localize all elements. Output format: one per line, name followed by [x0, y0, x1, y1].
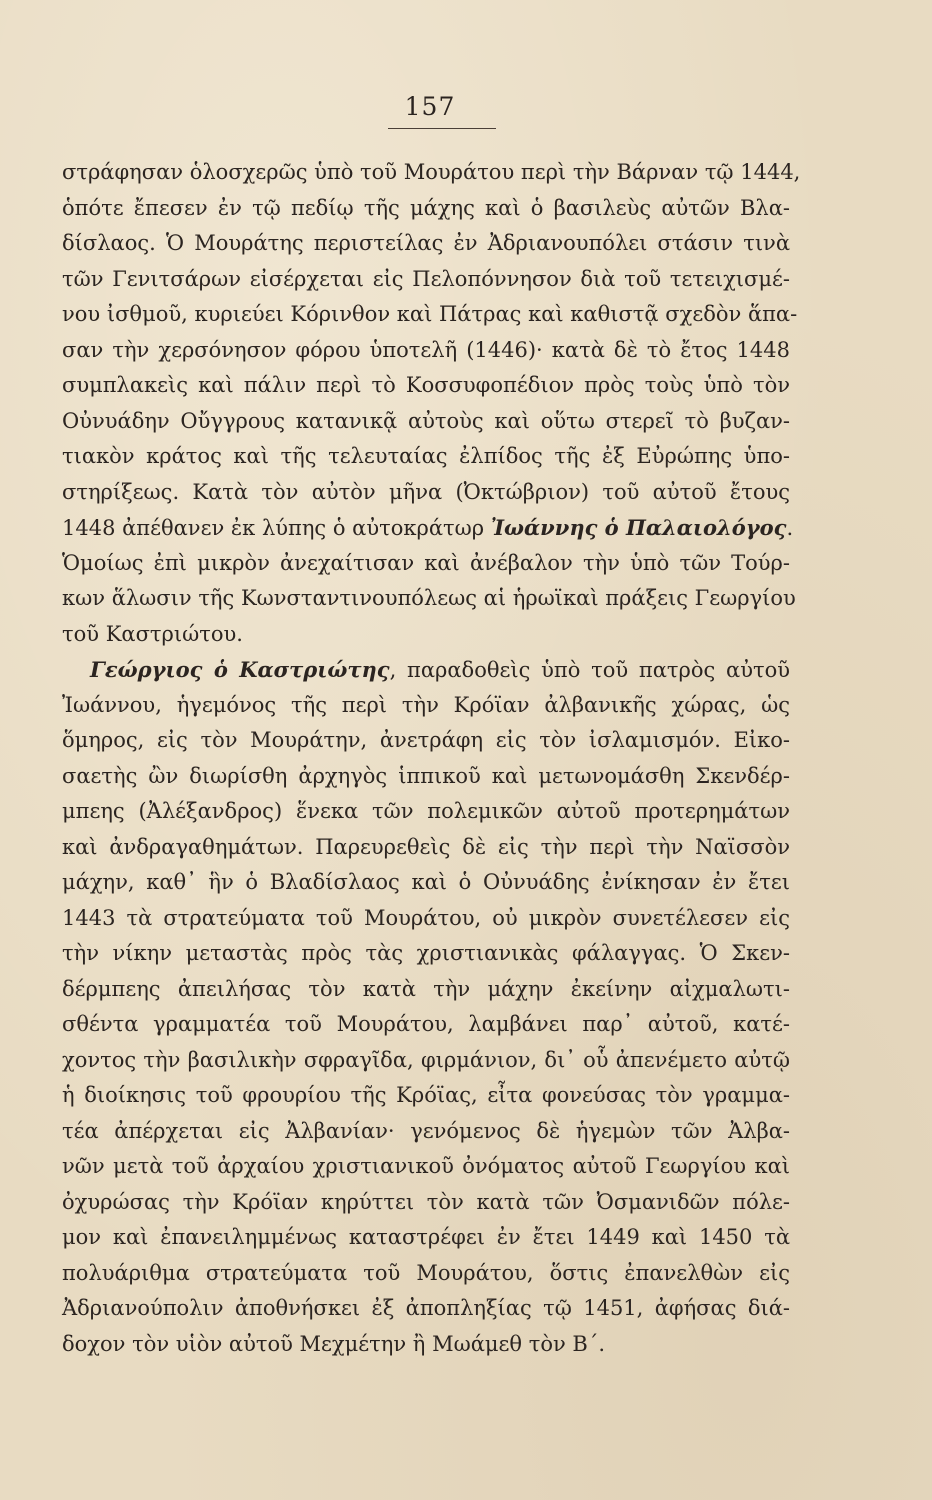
- text-line: συμπλακεὶς καὶ πάλιν περὶ τὸ Κοσσυφοπέδιον πρὸς τοὺς ὑπὸ τὸν: [62, 373, 790, 397]
- page-number: 157: [404, 92, 456, 121]
- text-line: στράφησαν ὁλοσχερῶς ὑπὸ τοῦ Μουράτου περὶ τὴν Βάρναν τῷ 1444,: [62, 160, 801, 184]
- text-line: τὴν νίκην μεταστὰς πρὸς τὰς χριστιανικὰς φάλαγγας. Ὁ Σκεν-: [62, 941, 790, 965]
- emphasized-name: Γεώργιος ὁ Καστριώτης: [90, 657, 390, 682]
- text-line: ὀχυρώσας τὴν Κρόϊαν κηρύττει τὸν κατὰ τῶν Ὀσμανιδῶν πόλε-: [62, 1189, 790, 1214]
- text-line: μον καὶ ἐπανειλημμένως καταστρέφει ἐν ἔτει 1449 καὶ 1450 τὰ: [62, 1225, 790, 1249]
- text-line: σαετὴς ὢν διωρίσθη ἀρχηγὸς ἱππικοῦ καὶ μετωνομάσθη Σκενδέρ-: [62, 763, 790, 788]
- text-line: Ἀδριανούπολιν ἀποθνήσκει ἐξ ἀποπληξίας τῷ 1451, ἀφήσας διά-: [62, 1296, 790, 1320]
- text-run: , παραδοθεὶς ὑπὸ τοῦ πατρὸς αὐτοῦ: [389, 658, 790, 682]
- text-line: τοῦ Καστριώτου.: [62, 621, 243, 646]
- text-line: σαν τὴν χερσόνησον φόρου ὑποτελῆ (1446)· κατὰ δὲ τὸ ἔτος 1448: [62, 337, 790, 362]
- text-line: μπεης (Ἀλέξανδρος) ἕνεκα τῶν πολεμικῶν αὐτοῦ προτερημάτων: [62, 799, 790, 823]
- text-line: δίσλαος. Ὁ Μουράτης περιστείλας ἐν Ἀδριανουπόλει στάσιν τινὰ: [62, 231, 790, 255]
- text-run: .: [786, 516, 794, 540]
- text-line: κων ἅλωσιν τῆς Κωνσταντινουπόλεως αἱ ἡρωϊκαὶ πράξεις Γεωργίου: [62, 586, 796, 610]
- text-line: δέρμπεης ἀπειλήσας τὸν κατὰ τὴν μάχην ἐκείνην αἰχμαλωτι-: [62, 976, 790, 1001]
- text-line: Οὐνυάδην Οὔγγρους κατανικᾷ αὐτοὺς καὶ οὕτω στερεῖ τὸ βυζαν-: [62, 408, 790, 433]
- text-line: πολυάριθμα στρατεύματα τοῦ Μουράτου, ὅστις ἐπανελθὼν εἰς: [62, 1260, 790, 1285]
- text-line: νῶν μετὰ τοῦ ἀρχαίου χριστιανικοῦ ὀνόματος αὐτοῦ Γεωργίου καὶ: [62, 1154, 790, 1178]
- text-line: Ὁμοίως ἐπὶ μικρὸν ἀνεχαίτισαν καὶ ἀνέβαλον τὴν ὑπὸ τῶν Τούρ-: [62, 550, 790, 575]
- text-line: Ἰωάννου, ἡγεμόνος τῆς περὶ τὴν Κρόϊαν ἀλβανικῆς χώρας, ὡς: [62, 692, 790, 717]
- text-line: ἡ διοίκησις τοῦ φρουρίου τῆς Κρόϊας, εἶτα φονεύσας τὸν γραμμα-: [62, 1083, 790, 1107]
- text-line: 1443 τὰ στρατεύματα τοῦ Μουράτου, οὐ μικρὸν συνετέλεσεν εἰς: [62, 905, 790, 930]
- emphasized-name: Ἰωάννης ὁ Παλαιολόγος: [490, 515, 787, 540]
- text-line: σθέντα γραμματέα τοῦ Μουράτου, λαμβάνει παρ᾽ αὐτοῦ, κατέ-: [62, 1012, 790, 1036]
- text-line: νου ἰσθμοῦ, κυριεύει Κόρινθον καὶ Πάτρας καὶ καθιστᾷ σχεδὸν ἅπα-: [62, 302, 798, 326]
- text-line: ὁπότε ἔπεσεν ἐν τῷ πεδίῳ τῆς μάχης καὶ ὁ βασιλεὺς αὐτῶν Βλα-: [62, 195, 790, 220]
- text-run: 1448 ἀπέθανεν ἐκ λύπης ὁ αὐτοκράτωρ: [62, 516, 491, 540]
- text-line: δοχον τὸν υἱὸν αὐτοῦ Μεχμέτην ἢ Μωάμεθ τὸν Β΄.: [62, 1331, 606, 1356]
- header-rule: [388, 128, 496, 129]
- text-line: καὶ ἀνδραγαθημάτων. Παρευρεθεὶς δὲ εἰς τὴν περὶ τὴν Ναϊσσὸν: [62, 834, 790, 859]
- text-line: [62, 652, 790, 688]
- text-line: στηρίξεως. Κατὰ τὸν αὐτὸν μῆνα (Ὀκτώβριον) τοῦ αὐτοῦ ἔτους: [62, 479, 790, 504]
- body-text: [62, 155, 801, 1362]
- text-line: τιακὸν κράτος καὶ τῆς τελευταίας ἐλπίδος τῆς ἐξ Εὐρώπης ὑπο-: [62, 444, 790, 468]
- text-line: ὅμηρος, εἰς τὸν Μουράτην, ἀνετράφη εἰς τὸν ἰσλαμισμόν. Εἰκο-: [62, 728, 790, 752]
- text-line: τῶν Γενιτσάρων εἰσέρχεται εἰς Πελοπόννησον διὰ τοῦ τετειχισμέ-: [62, 266, 790, 291]
- text-line: τέα ἀπέρχεται εἰς Ἀλβανίαν· γενόμενος δὲ ἡγεμὼν τῶν Ἀλβα-: [62, 1118, 790, 1143]
- text-line: [62, 510, 794, 546]
- text-line: χοντος τὴν βασιλικὴν σφραγῖδα, φιρμάνιον, δι᾽ οὗ ἀπενέμετο αὐτῷ: [62, 1047, 790, 1072]
- text-line: μάχην, καθ᾽ ἣν ὁ Βλαδίσλαος καὶ ὁ Οὐνυάδης ἐνίκησαν ἐν ἔτει: [62, 870, 790, 894]
